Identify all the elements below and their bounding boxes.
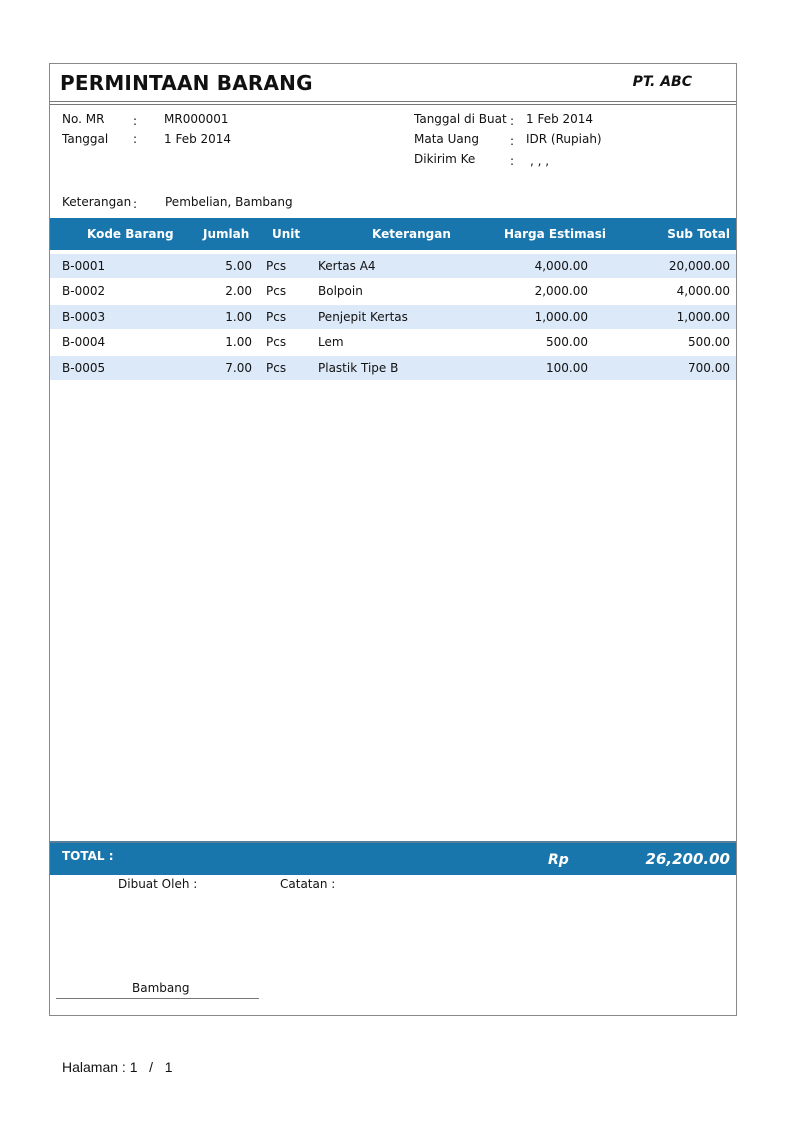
table-row	[50, 254, 736, 278]
cell-subtotal: 4,000.00	[676, 284, 730, 298]
tanggal-value: 1 Feb 2014	[164, 132, 232, 146]
cell-unit: Pcs	[266, 310, 287, 324]
document-sheet	[49, 63, 737, 1016]
company-name: PT. ABC	[632, 74, 692, 90]
header-divider-double	[50, 104, 736, 105]
cell-kode: B-0004	[62, 335, 106, 349]
total-value: 26,200.00	[645, 850, 730, 868]
page-number: Halaman : 1 / 1	[62, 1059, 173, 1075]
cell-subtotal: 700.00	[688, 361, 730, 375]
cell-jumlah: 7.00	[225, 361, 252, 375]
cell-keterangan: Plastik Tipe B	[318, 361, 399, 375]
tanggal-label: Tanggal	[62, 132, 109, 146]
cell-subtotal: 1,000.00	[676, 310, 730, 324]
catatan-label: Catatan :	[280, 877, 336, 891]
col-harga-estimasi: Harga Estimasi	[504, 227, 606, 241]
cell-jumlah: 2.00	[225, 284, 252, 298]
cell-kode: B-0002	[62, 284, 106, 298]
cell-harga: 100.00	[546, 361, 588, 375]
tanggal-colon: :	[133, 132, 138, 146]
cell-unit: Pcs	[266, 259, 287, 273]
mata-uang-value: IDR (Rupiah)	[526, 132, 602, 146]
keterangan-colon: :	[133, 197, 138, 211]
mata-uang-colon: :	[510, 134, 515, 148]
signature-line	[56, 998, 259, 999]
table-row	[50, 356, 736, 380]
dikirim-label: Dikirim Ke	[414, 152, 476, 166]
cell-subtotal: 20,000.00	[668, 259, 730, 273]
cell-kode: B-0001	[62, 259, 106, 273]
document-title: PERMINTAAN BARANG	[60, 71, 313, 95]
cell-keterangan: Kertas A4	[318, 259, 376, 273]
total-currency: Rp	[548, 852, 569, 868]
col-sub-total: Sub Total	[667, 227, 730, 241]
cell-keterangan: Penjepit Kertas	[318, 310, 408, 324]
dikirim-value: , , ,	[530, 154, 550, 168]
keterangan-label: Keterangan	[62, 195, 132, 209]
cell-keterangan: Bolpoin	[318, 284, 363, 298]
cell-subtotal: 500.00	[688, 335, 730, 349]
col-kode-barang: Kode Barang	[87, 227, 174, 241]
cell-keterangan: Lem	[318, 335, 344, 349]
cell-kode: B-0005	[62, 361, 106, 375]
cell-unit: Pcs	[266, 361, 287, 375]
cell-kode: B-0003	[62, 310, 106, 324]
dibuat-oleh-label: Dibuat Oleh :	[118, 877, 198, 891]
keterangan-value: Pembelian, Bambang	[165, 195, 293, 209]
signer-name: Bambang	[132, 981, 190, 995]
cell-unit: Pcs	[266, 284, 287, 298]
header-divider	[50, 101, 736, 102]
no-mr-colon: :	[133, 114, 138, 128]
cell-harga: 500.00	[546, 335, 588, 349]
col-jumlah: Jumlah	[203, 227, 250, 241]
table-row	[50, 305, 736, 329]
total-bar	[50, 841, 736, 875]
tanggal-dibuat-value: 1 Feb 2014	[526, 112, 594, 126]
table-header	[50, 218, 736, 250]
no-mr-value: MR000001	[164, 112, 229, 126]
cell-jumlah: 1.00	[225, 335, 252, 349]
table-row	[50, 330, 736, 354]
cell-jumlah: 5.00	[225, 259, 252, 273]
cell-jumlah: 1.00	[225, 310, 252, 324]
cell-unit: Pcs	[266, 335, 287, 349]
cell-harga: 1,000.00	[534, 310, 588, 324]
cell-harga: 2,000.00	[534, 284, 588, 298]
mata-uang-label: Mata Uang	[414, 132, 479, 146]
no-mr-label: No. MR	[62, 112, 105, 126]
cell-harga: 4,000.00	[534, 259, 588, 273]
col-keterangan: Keterangan	[372, 227, 451, 241]
table-row	[50, 279, 736, 303]
tanggal-dibuat-label: Tanggal di Buat	[414, 112, 507, 126]
dikirim-colon: :	[510, 154, 515, 168]
total-label: TOTAL :	[62, 849, 114, 863]
tanggal-dibuat-colon: :	[510, 114, 515, 128]
col-unit: Unit	[272, 227, 301, 241]
